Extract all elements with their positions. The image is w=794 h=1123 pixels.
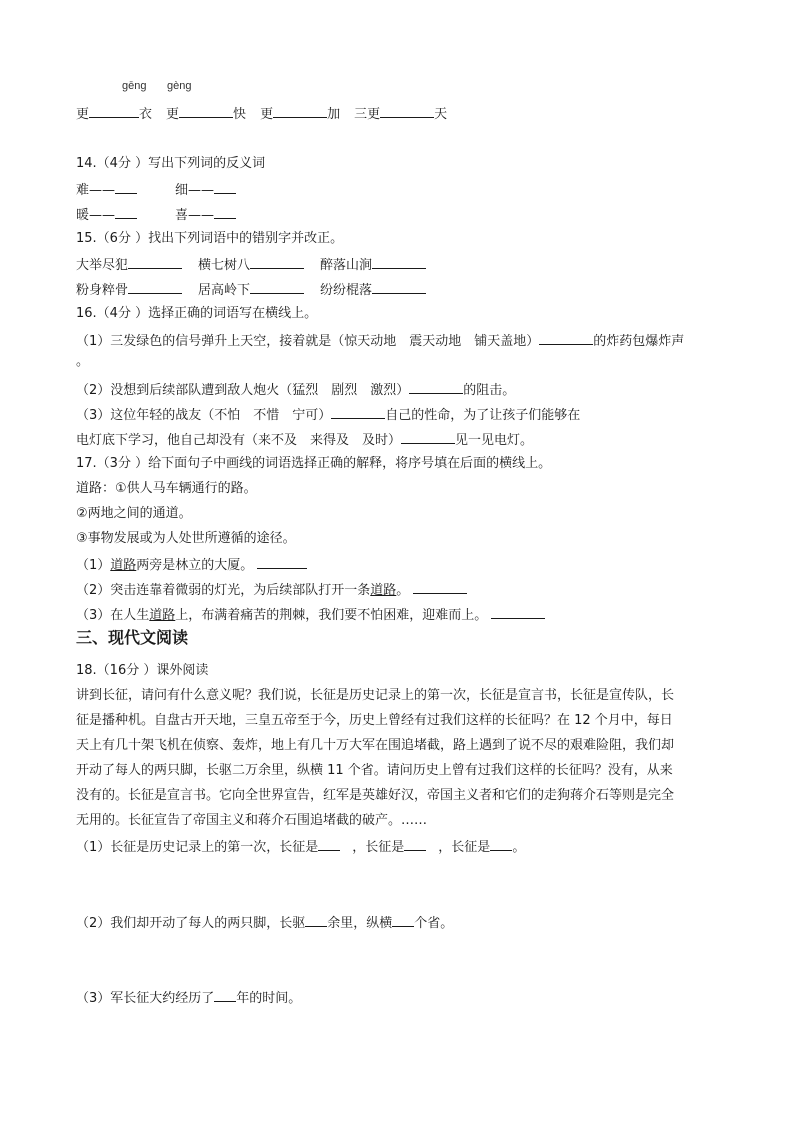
q16-blank-4[interactable] xyxy=(401,430,455,444)
q15-word-3: 醉落山涧 xyxy=(320,258,373,273)
q15-word-4: 粉身粹骨 xyxy=(76,283,129,298)
q16-sentence3-cont xyxy=(76,430,533,450)
q18-heading: 18.（16分 ）课外阅读 xyxy=(76,663,209,678)
q15-row1 xyxy=(76,255,426,275)
q16-s1-text: （1）三发绿色的信号弹升上天空，接着就是（惊天动地 震天动地 铺天盖地） xyxy=(76,334,540,349)
q13-blank-4[interactable] xyxy=(380,104,434,118)
q18-q3-end: 年的时间。 xyxy=(236,991,302,1006)
q18-blank-4[interactable] xyxy=(305,913,327,927)
q17-blank-3[interactable] xyxy=(491,605,545,619)
q17-sentence1 xyxy=(76,555,307,575)
q13-row xyxy=(76,104,447,124)
q18-passage-line: 讲到长征，请问有什么意义呢？我们说，长征是历史记录上的第一次，长征是宣言书，长征是宣传队，长 xyxy=(76,688,675,703)
q13-blank-1[interactable] xyxy=(89,104,139,118)
q17-blank-2[interactable] xyxy=(413,580,467,594)
q17-s1-text: 两旁是林立的大厦。 xyxy=(136,558,254,573)
q17-s2-tail: 。 xyxy=(396,583,410,598)
q17-definition-1: 道路：①供人马车辆通行的路。 xyxy=(76,481,257,496)
q13-item2-post: 快 xyxy=(233,107,247,122)
q15-blank-4[interactable] xyxy=(128,280,182,294)
q17-s1-prefix: （1） xyxy=(76,558,111,573)
q13-blank-3[interactable] xyxy=(273,104,327,118)
q18-blank-2[interactable] xyxy=(404,837,426,851)
q16-s2-tail: 的阻击。 xyxy=(463,383,516,398)
q18-q2-text: （2）我们却开动了每人的两只脚，长驱 xyxy=(76,916,306,931)
q14-heading: 14.（4分 ）写出下列词的反义词 xyxy=(76,156,266,171)
q18-passage-line: 无用的。长征宣告了帝国主义和蒋介石围追堵截的破产。…… xyxy=(76,813,428,828)
q13-item3-post: 加 xyxy=(327,107,341,122)
q16-sentence1 xyxy=(76,331,684,351)
q16-s3-text: （3）这位年轻的战友（不怕 不惜 宁可） xyxy=(76,408,332,423)
q14-word-xi: 细—— xyxy=(175,183,215,198)
q17-sentence2 xyxy=(76,580,467,600)
q18-blank-1[interactable] xyxy=(318,837,340,851)
q16-blank-2[interactable] xyxy=(409,380,463,394)
q16-s1-tail: 的炸药包爆炸声 xyxy=(593,334,685,349)
q14-row1 xyxy=(76,180,236,200)
q16-blank-1[interactable] xyxy=(539,331,593,345)
q18-q1-text: （1）长征是历史记录上的第一次，长征是 xyxy=(76,840,319,855)
q18-question2 xyxy=(76,913,453,933)
q17-blank-1[interactable] xyxy=(257,555,307,569)
q17-definition-2: ②两地之间的通道。 xyxy=(76,506,192,521)
q13-blank-2[interactable] xyxy=(179,104,233,118)
q16-heading: 16.（4分 ）选择正确的词语写在横线上。 xyxy=(76,306,318,321)
q18-blank-6[interactable] xyxy=(214,988,236,1002)
q17-definition-3: ③事物发展或为人处世所遵循的途径。 xyxy=(76,531,296,546)
q16-s3-tail: 自己的性命，为了让孩子们能够在 xyxy=(385,408,581,423)
q17-s1-underlined: 道路 xyxy=(110,558,137,573)
q15-blank-1[interactable] xyxy=(128,255,182,269)
q18-q2-mid: 余里，纵横 xyxy=(327,916,393,931)
q17-s3-underlined: 道路 xyxy=(149,608,176,623)
q17-s3-prefix: （3）在人生 xyxy=(76,608,150,623)
q18-passage-line: 没有的。长征是宣言书。它向全世界宣告，红军是英雄好汉，帝国主义者和它们的走狗蒋介石等则是完全 xyxy=(76,788,675,803)
section-heading: 三、现代文阅读 xyxy=(76,628,189,647)
q18-passage-line: 天上有几十架飞机在侦察、轰炸，地上有几十万大军在围追堵截，路上遇到了说不尽的艰难险阻，我们却 xyxy=(76,738,675,753)
q15-blank-2[interactable] xyxy=(250,255,304,269)
q14-blank-4[interactable] xyxy=(214,205,236,219)
q15-word-6: 纷纷棍落 xyxy=(320,283,373,298)
q14-blank-3[interactable] xyxy=(115,205,137,219)
q17-s2-text: （2）突击连靠着微弱的灯光，为后续部队打开一条 xyxy=(76,583,371,598)
q18-q3-text: （3）军长征大约经历了 xyxy=(76,991,215,1006)
q13-item2-pre: 更 xyxy=(166,107,180,122)
q17-s2-underlined: 道路 xyxy=(370,583,397,598)
q15-blank-5[interactable] xyxy=(250,280,304,294)
q16-blank-3[interactable] xyxy=(331,405,385,419)
q14-blank-1[interactable] xyxy=(115,180,137,194)
q15-word-2: 横七树八 xyxy=(198,258,251,273)
q14-word-nuan: 暖—— xyxy=(76,208,116,223)
q14-word-xi2: 喜—— xyxy=(175,208,215,223)
q18-blank-3[interactable] xyxy=(490,837,512,851)
q15-blank-6[interactable] xyxy=(372,280,426,294)
q18-q2-end: 个省。 xyxy=(414,916,454,931)
q16-s2-text: （2）没想到后续部队遭到敌人炮火（猛烈 剧烈 激烈） xyxy=(76,383,410,398)
q15-row2 xyxy=(76,280,426,300)
q13-item3-pre: 更 xyxy=(260,107,274,122)
pinyin-geng4: gèng xyxy=(167,80,192,92)
q18-q1-end: 。 xyxy=(512,840,526,855)
q16-s1-end: 。 xyxy=(76,354,90,369)
q15-word-1: 大举尽犯 xyxy=(76,258,129,273)
q14-word-nan: 难—— xyxy=(76,183,116,198)
q15-word-5: 居高岭下 xyxy=(198,283,251,298)
q13-item1-pre: 更 xyxy=(76,107,90,122)
q16-s3-cont-text: 电灯底下学习，他自己却没有（来不及 来得及 及时） xyxy=(76,433,402,448)
q15-heading: 15.（6分 ）找出下列词语中的错别字并改正。 xyxy=(76,231,344,246)
q18-question1 xyxy=(76,837,525,857)
q15-blank-3[interactable] xyxy=(372,255,426,269)
q18-passage-line: 开动了每人的两只脚，长驱二万余里，纵横 11 个省。请问历史上曾有过我们这样的长征吗？没有，从来 xyxy=(76,763,673,778)
q17-s3-text: 上，布满着痛苦的荆棘，我们要不怕困难，迎难而上。 xyxy=(175,608,488,623)
q17-sentence3 xyxy=(76,605,545,625)
q18-blank-5[interactable] xyxy=(392,913,414,927)
q18-q1-mid1: ，长征是 xyxy=(352,840,405,855)
q18-question3 xyxy=(76,988,301,1008)
q13-item1-post: 衣 xyxy=(139,107,153,122)
q14-row2 xyxy=(76,205,236,225)
q18-q1-mid2: ，长征是 xyxy=(438,840,491,855)
q16-s3-cont-tail: 见一见电灯。 xyxy=(455,433,534,448)
q16-sentence3 xyxy=(76,405,580,425)
q17-heading: 17.（3分 ）给下面句子中画线的词语选择正确的解释，将序号填在后面的横线上。 xyxy=(76,456,552,471)
pinyin-geng1: gēng xyxy=(122,80,147,92)
q13-item4-post: 天 xyxy=(434,107,448,122)
q18-passage-line: 征是播种机。自盘古开天地，三皇五帝至于今，历史上曾经有过我们这样的长征吗？在 12 个月中，每日 xyxy=(76,713,673,728)
q16-sentence2 xyxy=(76,380,515,400)
q13-item4-pre: 三更 xyxy=(354,107,381,122)
q14-blank-2[interactable] xyxy=(214,180,236,194)
